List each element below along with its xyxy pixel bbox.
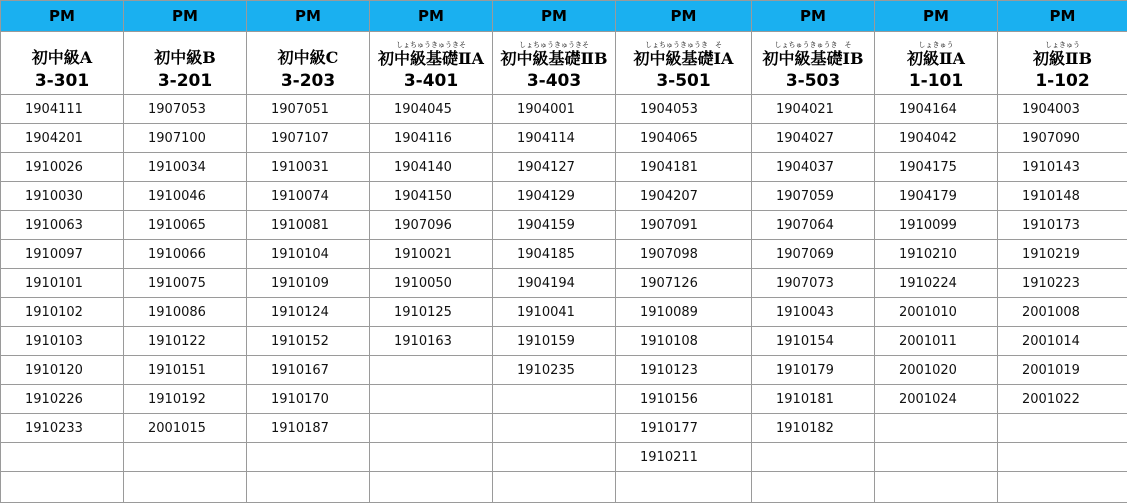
student-id-cell[interactable]: 1907100: [124, 124, 247, 153]
student-id-cell[interactable]: 1910187: [247, 414, 370, 443]
student-id-cell[interactable]: 2001008: [998, 298, 1127, 327]
table-row: [1, 327, 1127, 356]
time-slot-cell[interactable]: PM: [616, 1, 752, 32]
furigana-text: しょきゅう: [919, 42, 954, 50]
student-id-cell[interactable]: 1910125: [370, 298, 493, 327]
student-id-cell[interactable]: 1910181: [752, 385, 875, 414]
student-id-cell[interactable]: 1907096: [370, 211, 493, 240]
student-id-cell[interactable]: 1910081: [247, 211, 370, 240]
student-id-cell[interactable]: 1910219: [998, 240, 1127, 269]
student-id-cell[interactable]: 1904175: [875, 153, 998, 182]
student-id-cell[interactable]: 1910099: [875, 211, 998, 240]
student-id-cell[interactable]: [370, 472, 493, 503]
student-id-cell[interactable]: 1910103: [1, 327, 124, 356]
student-id-cell[interactable]: [493, 414, 616, 443]
class-level-wrap: [500, 42, 607, 67]
student-id-cell[interactable]: 1904045: [370, 95, 493, 124]
student-id-cell[interactable]: 1907059: [752, 182, 875, 211]
class-level-wrap: [154, 41, 216, 66]
student-id-cell[interactable]: 1910063: [1, 211, 124, 240]
room-number-cell[interactable]: 3-501: [616, 67, 752, 95]
student-id-cell[interactable]: 1910031: [247, 153, 370, 182]
student-id-cell[interactable]: 1910159: [493, 327, 616, 356]
student-id-cell[interactable]: 1910211: [616, 443, 752, 472]
class-level-cell[interactable]: [247, 32, 370, 68]
table-row: [1, 240, 1127, 269]
class-level-label: 初級ⅡB: [1033, 51, 1092, 67]
student-id-cell[interactable]: 1904114: [493, 124, 616, 153]
student-id-cell[interactable]: 1910046: [124, 182, 247, 211]
student-id-cell[interactable]: 1910179: [752, 356, 875, 385]
student-id-cell[interactable]: 1910223: [998, 269, 1127, 298]
table-row: [1, 356, 1127, 385]
table-row: [1, 472, 1127, 503]
class-level-wrap: [634, 42, 734, 67]
student-id-cell[interactable]: 1904027: [752, 124, 875, 153]
student-id-cell[interactable]: 2001010: [875, 298, 998, 327]
student-id-cell[interactable]: 1904127: [493, 153, 616, 182]
student-id-cell[interactable]: 2001014: [998, 327, 1127, 356]
student-id-cell[interactable]: [998, 414, 1127, 443]
student-id-cell[interactable]: 1910026: [1, 153, 124, 182]
student-id-cell[interactable]: 1904185: [493, 240, 616, 269]
student-id-cell[interactable]: 1904053: [616, 95, 752, 124]
time-slot-cell[interactable]: PM: [752, 1, 875, 32]
student-id-cell[interactable]: 1907090: [998, 124, 1127, 153]
student-id-cell[interactable]: 1910089: [616, 298, 752, 327]
student-id-cell[interactable]: [752, 443, 875, 472]
student-id-cell[interactable]: [370, 414, 493, 443]
student-id-cell[interactable]: 1907064: [752, 211, 875, 240]
table-row: [1, 124, 1127, 153]
student-id-cell[interactable]: 1910156: [616, 385, 752, 414]
table-row: [1, 298, 1127, 327]
student-id-cell[interactable]: 1904150: [370, 182, 493, 211]
class-level-cell[interactable]: [124, 32, 247, 68]
student-id-cell[interactable]: [875, 472, 998, 503]
room-number-cell[interactable]: 3-201: [124, 67, 247, 95]
student-id-cell[interactable]: 1910123: [616, 356, 752, 385]
room-number-cell[interactable]: 1-102: [998, 67, 1127, 95]
room-number-row: [1, 67, 1127, 95]
student-id-cell[interactable]: [493, 472, 616, 503]
class-level-label: 初級ⅡA: [907, 51, 965, 67]
student-id-cell[interactable]: 1910235: [493, 356, 616, 385]
furigana-text: しょちゅうきゅうきそ: [519, 42, 589, 50]
class-level-cell[interactable]: [370, 32, 493, 68]
student-id-cell[interactable]: [998, 472, 1127, 503]
class-level-wrap: [907, 42, 965, 67]
class-level-cell[interactable]: [493, 32, 616, 68]
student-id-cell[interactable]: 1910021: [370, 240, 493, 269]
student-id-cell[interactable]: 1910097: [1, 240, 124, 269]
class-level-label: 初中級B: [154, 50, 216, 66]
student-id-cell[interactable]: 1910167: [247, 356, 370, 385]
student-id-cell[interactable]: 1904111: [1, 95, 124, 124]
student-id-cell[interactable]: 1907053: [124, 95, 247, 124]
room-number-cell[interactable]: 1-101: [875, 67, 998, 95]
class-level-cell[interactable]: [998, 32, 1127, 68]
student-id-cell[interactable]: 1910050: [370, 269, 493, 298]
class-level-label: 初中級基礎ⅡA: [378, 51, 484, 67]
student-id-cell[interactable]: 1904129: [493, 182, 616, 211]
student-id-cell[interactable]: 1910177: [616, 414, 752, 443]
student-id-cell[interactable]: 2001015: [124, 414, 247, 443]
student-id-cell[interactable]: 1910104: [247, 240, 370, 269]
student-id-cell[interactable]: [370, 385, 493, 414]
table-row: [1, 211, 1127, 240]
student-id-cell[interactable]: 1910226: [1, 385, 124, 414]
student-id-cell[interactable]: 2001020: [875, 356, 998, 385]
table-row: [1, 443, 1127, 472]
time-slot-cell[interactable]: PM: [247, 1, 370, 32]
student-id-cell[interactable]: 1904159: [493, 211, 616, 240]
student-id-cell[interactable]: 1904179: [875, 182, 998, 211]
student-id-cell[interactable]: [752, 472, 875, 503]
furigana-text: しょきゅう: [1045, 42, 1080, 50]
student-id-cell[interactable]: 1910086: [124, 298, 247, 327]
table-row: [1, 153, 1127, 182]
student-id-cell[interactable]: 1907069: [752, 240, 875, 269]
student-id-cell[interactable]: 1910152: [247, 327, 370, 356]
time-slot-cell[interactable]: PM: [875, 1, 998, 32]
time-slot-cell[interactable]: PM: [370, 1, 493, 32]
time-slot-cell[interactable]: PM: [124, 1, 247, 32]
student-id-cell[interactable]: [493, 385, 616, 414]
student-id-cell[interactable]: 2001011: [875, 327, 998, 356]
student-id-cell[interactable]: 1910151: [124, 356, 247, 385]
class-level-wrap: [1033, 42, 1092, 67]
class-level-label: 初中級基礎ⅠA: [634, 51, 734, 67]
student-id-cell[interactable]: 1910074: [247, 182, 370, 211]
student-id-body: [1, 95, 1127, 503]
furigana-text: しょちゅうきゅうき そ: [774, 42, 851, 50]
student-id-cell[interactable]: 1910043: [752, 298, 875, 327]
student-id-cell[interactable]: 1907051: [247, 95, 370, 124]
student-id-cell[interactable]: 1904003: [998, 95, 1127, 124]
student-id-cell[interactable]: 1910109: [247, 269, 370, 298]
student-id-cell[interactable]: [875, 443, 998, 472]
student-id-cell[interactable]: 1907073: [752, 269, 875, 298]
student-id-cell[interactable]: 1904116: [370, 124, 493, 153]
room-number-cell[interactable]: 3-203: [247, 67, 370, 95]
student-id-cell[interactable]: 2001024: [875, 385, 998, 414]
student-id-cell[interactable]: 1907107: [247, 124, 370, 153]
class-level-label: 初中級基礎ⅡB: [500, 51, 607, 67]
class-level-wrap: [32, 41, 92, 66]
student-id-cell[interactable]: 1910101: [1, 269, 124, 298]
student-id-cell[interactable]: [616, 472, 752, 503]
student-id-cell[interactable]: 1910154: [752, 327, 875, 356]
student-id-cell[interactable]: 1910143: [998, 153, 1127, 182]
student-id-cell[interactable]: 1904164: [875, 95, 998, 124]
student-id-cell[interactable]: [1, 472, 124, 503]
table-row: [1, 414, 1127, 443]
student-id-cell[interactable]: 1904194: [493, 269, 616, 298]
student-id-cell[interactable]: [247, 472, 370, 503]
class-level-wrap: [762, 42, 863, 67]
student-id-cell[interactable]: 1904065: [616, 124, 752, 153]
student-id-cell[interactable]: [370, 443, 493, 472]
room-number-cell[interactable]: 3-301: [1, 67, 124, 95]
pm-header-row: [1, 1, 1127, 32]
student-id-cell[interactable]: 1910030: [1, 182, 124, 211]
student-id-cell[interactable]: 1904207: [616, 182, 752, 211]
student-id-cell[interactable]: [493, 443, 616, 472]
time-slot-cell[interactable]: PM: [1, 1, 124, 32]
student-id-cell[interactable]: 1910182: [752, 414, 875, 443]
class-level-label: 初中級基礎ⅠB: [762, 51, 863, 67]
student-id-cell[interactable]: 1904201: [1, 124, 124, 153]
student-id-cell[interactable]: 1910173: [998, 211, 1127, 240]
time-slot-cell[interactable]: PM: [998, 1, 1127, 32]
furigana-text: しょちゅうきゅうきそ: [396, 42, 466, 50]
class-level-cell[interactable]: [616, 32, 752, 68]
student-id-cell[interactable]: 1904140: [370, 153, 493, 182]
student-id-cell[interactable]: 1910065: [124, 211, 247, 240]
room-number-cell[interactable]: 3-503: [752, 67, 875, 95]
student-id-cell[interactable]: 2001022: [998, 385, 1127, 414]
student-id-cell[interactable]: 1907126: [616, 269, 752, 298]
class-level-wrap: [278, 41, 339, 66]
student-id-cell[interactable]: 1910075: [124, 269, 247, 298]
student-id-cell[interactable]: [998, 443, 1127, 472]
student-id-cell[interactable]: [247, 443, 370, 472]
student-id-cell[interactable]: 1907098: [616, 240, 752, 269]
time-slot-cell[interactable]: PM: [493, 1, 616, 32]
student-id-cell[interactable]: 1910108: [616, 327, 752, 356]
class-level-wrap: [378, 42, 484, 67]
student-id-cell[interactable]: 2001019: [998, 356, 1127, 385]
student-id-cell[interactable]: 1910233: [1, 414, 124, 443]
class-level-label: 初中級A: [32, 50, 92, 66]
student-id-cell[interactable]: 1910170: [247, 385, 370, 414]
table-row: [1, 182, 1127, 211]
student-id-cell[interactable]: 1904042: [875, 124, 998, 153]
student-id-cell[interactable]: 1910122: [124, 327, 247, 356]
student-id-cell[interactable]: 1904001: [493, 95, 616, 124]
class-level-cell[interactable]: [752, 32, 875, 68]
student-id-cell[interactable]: 1910066: [124, 240, 247, 269]
student-id-cell[interactable]: 1910148: [998, 182, 1127, 211]
student-id-cell[interactable]: 1910102: [1, 298, 124, 327]
table-row: [1, 269, 1127, 298]
room-number-cell[interactable]: 3-401: [370, 67, 493, 95]
room-number-cell[interactable]: 3-403: [493, 67, 616, 95]
student-id-cell[interactable]: 1910192: [124, 385, 247, 414]
student-id-cell[interactable]: 1907091: [616, 211, 752, 240]
student-id-cell[interactable]: 1910210: [875, 240, 998, 269]
student-id-cell[interactable]: 1910163: [370, 327, 493, 356]
student-id-cell[interactable]: 1904181: [616, 153, 752, 182]
student-id-cell[interactable]: 1904021: [752, 95, 875, 124]
class-level-label: 初中級C: [278, 50, 339, 66]
student-id-cell[interactable]: [1, 443, 124, 472]
student-id-cell[interactable]: 1910124: [247, 298, 370, 327]
student-id-cell[interactable]: 1910041: [493, 298, 616, 327]
student-id-cell[interactable]: 1910224: [875, 269, 998, 298]
student-id-cell[interactable]: 1910034: [124, 153, 247, 182]
furigana-text: しょちゅうきゅうき そ: [645, 42, 722, 50]
class-level-cell[interactable]: [1, 32, 124, 68]
class-level-row: [1, 32, 1127, 68]
student-id-cell[interactable]: 1904037: [752, 153, 875, 182]
table-row: [1, 95, 1127, 124]
student-id-cell[interactable]: [124, 472, 247, 503]
table-row: [1, 385, 1127, 414]
student-id-cell[interactable]: [370, 356, 493, 385]
student-id-cell[interactable]: [875, 414, 998, 443]
class-level-cell[interactable]: [875, 32, 998, 68]
student-id-cell[interactable]: [124, 443, 247, 472]
student-id-cell[interactable]: 1910120: [1, 356, 124, 385]
